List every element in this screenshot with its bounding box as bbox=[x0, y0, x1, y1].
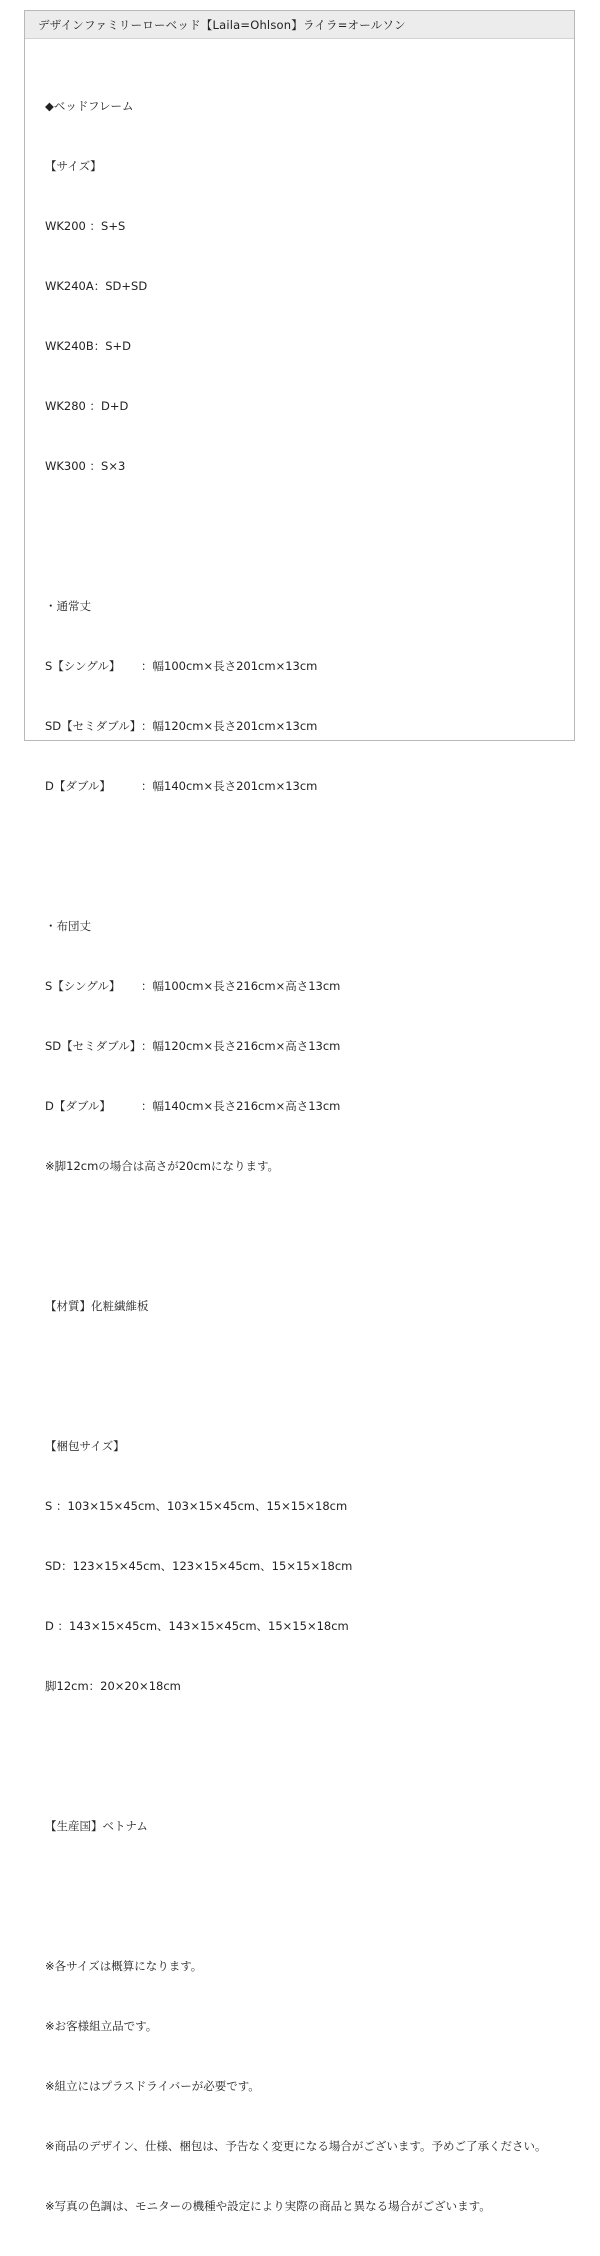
futon-row-value: ：幅140cm×長さ216cm×高さ13cm bbox=[141, 1099, 341, 1113]
spec-content bbox=[45, 56, 568, 2256]
size-item: WK300 ：S×3 bbox=[45, 459, 126, 473]
note-item: ※各サイズは概算になります。 bbox=[45, 1959, 203, 1973]
spacer bbox=[45, 516, 568, 536]
packing-row: S ：103×15×45cm、103×15×45cm、15×15×18cm bbox=[45, 1499, 348, 1513]
regular-row-key: S【シングル】 bbox=[45, 659, 121, 673]
futon-row bbox=[45, 1096, 568, 1116]
origin: 【生産国】ベトナム bbox=[45, 1819, 148, 1833]
packing-row: 脚12cm：20×20×18cm bbox=[45, 1679, 181, 1693]
spacer bbox=[45, 1356, 568, 1376]
regular-row-key: D【ダブル】 bbox=[45, 779, 111, 793]
packing-row: SD：123×15×45cm、123×15×45cm、15×15×18cm bbox=[45, 1559, 353, 1573]
spacer bbox=[45, 836, 568, 856]
regular-row bbox=[45, 776, 568, 796]
note-item: ※商品のデザイン、仕様、梱包は、予告なく変更になる場合がございます。予めご了承ください。 bbox=[45, 2139, 547, 2153]
note-item: ※組立にはプラスドライバーが必要です。 bbox=[45, 2079, 260, 2093]
size-item: WK200 ：S+S bbox=[45, 219, 126, 233]
regular-row-value: ：幅100cm×長さ201cm×13cm bbox=[141, 659, 318, 673]
regular-row-value: ：幅140cm×長さ201cm×13cm bbox=[141, 779, 318, 793]
spec-panel bbox=[24, 10, 575, 2213]
size-item: WK280 ：D+D bbox=[45, 399, 129, 413]
note-item: ※お客様組立品です。 bbox=[45, 2019, 158, 2033]
frame-heading: ◆ベッドフレーム bbox=[45, 99, 134, 113]
futon-row bbox=[45, 976, 568, 996]
futon-heading: ・布団丈 bbox=[45, 919, 91, 933]
note-item: ※写真の色調は、モニターの機種や設定により実際の商品と異なる場合がございます。 bbox=[45, 2199, 491, 2213]
futon-row-key: S【シングル】 bbox=[45, 979, 121, 993]
futon-note: ※脚12cmの場合は高さが20cmになります。 bbox=[45, 1159, 280, 1173]
spacer bbox=[45, 1216, 568, 1236]
material: 【材質】化粧繊維板 bbox=[45, 1299, 149, 1313]
size-item: WK240A：SD+SD bbox=[45, 279, 148, 293]
futon-row-key: SD【セミダブル】 bbox=[45, 1039, 142, 1053]
packing-heading: 【梱包サイズ】 bbox=[45, 1439, 125, 1453]
futon-row-value: ：幅100cm×長さ216cm×高さ13cm bbox=[141, 979, 341, 993]
futon-row-value: ：幅120cm×長さ216cm×高さ13cm bbox=[141, 1039, 341, 1053]
regular-row bbox=[45, 716, 568, 736]
futon-row bbox=[45, 1036, 568, 1056]
packing-row: D ：143×15×45cm、143×15×45cm、15×15×18cm bbox=[45, 1619, 349, 1633]
regular-row-key: SD【セミダブル】 bbox=[45, 719, 142, 733]
regular-heading: ・通常丈 bbox=[45, 599, 91, 613]
regular-row bbox=[45, 656, 568, 676]
futon-row-key: D【ダブル】 bbox=[45, 1099, 111, 1113]
spacer bbox=[45, 1736, 568, 1756]
size-item: WK240B：S+D bbox=[45, 339, 132, 353]
panel-title: デザインファミリーローベッド【Laila=Ohlson】ライラ=オールソン bbox=[25, 11, 574, 39]
spacer bbox=[45, 1876, 568, 1896]
size-heading: 【サイズ】 bbox=[45, 159, 102, 173]
regular-row-value: ：幅120cm×長さ201cm×13cm bbox=[141, 719, 318, 733]
